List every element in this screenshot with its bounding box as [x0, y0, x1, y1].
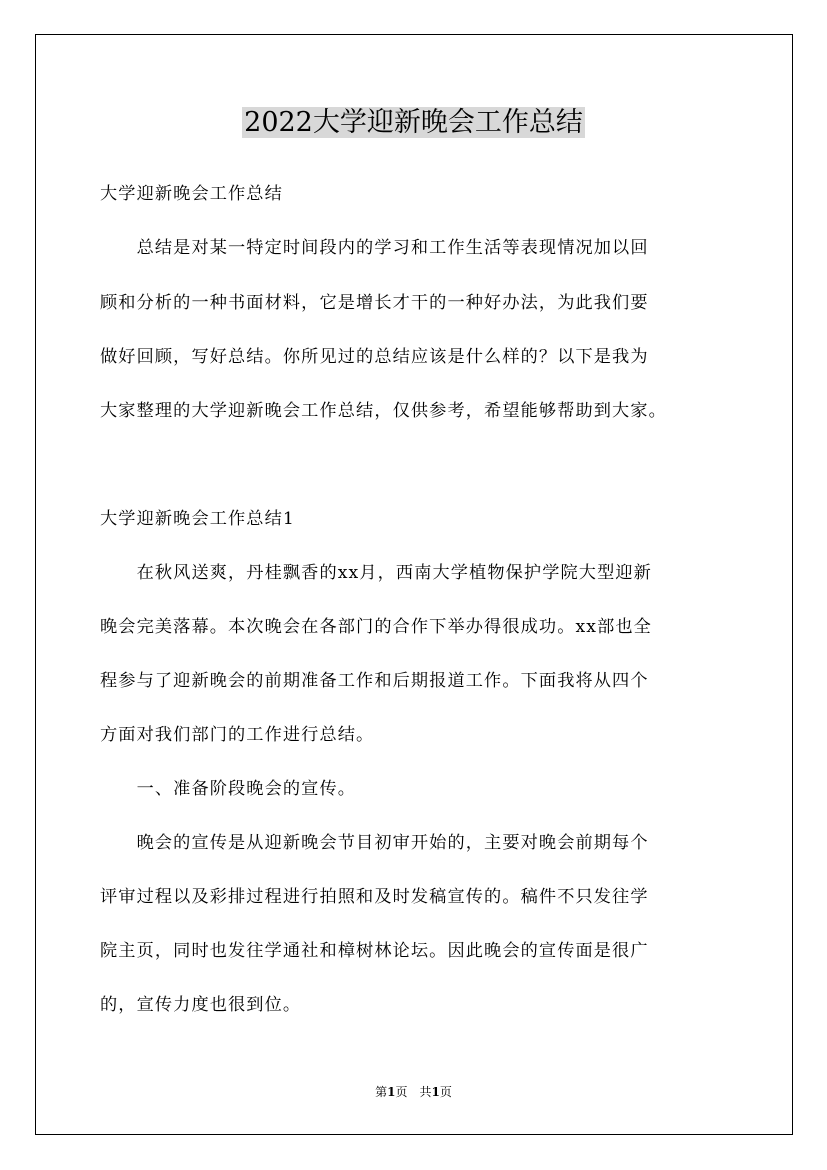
page-footer — [0, 1083, 827, 1101]
paragraph-line: 总结是对某一特定时间段内的学习和工作生活等表现情况加以回 — [100, 238, 649, 258]
paragraph-line: 顾和分析的一种书面材料，它是增长才干的一种好办法，为此我们要 — [100, 293, 649, 313]
paragraph-line: 方面对我们部门的工作进行总结。 — [100, 725, 375, 745]
subheading-line: 一、准备阶段晚会的宣传。 — [100, 779, 357, 799]
paragraph-line: 在秋风送爽，丹桂飘香的xx月，西南大学植物保护学院大型迎新 — [100, 563, 652, 583]
section-heading: 大学迎新晚会工作总结 — [100, 184, 283, 204]
paragraph-line: 评审过程以及彩排过程进行拍照和及时发稿宣传的。稿件不只发往学 — [100, 887, 649, 907]
paragraph-line: 程参与了迎新晚会的前期准备工作和后期报道工作。下面我将从四个 — [100, 671, 649, 691]
paragraph-line: 晚会的宣传是从迎新晚会节目初审开始的，主要对晚会前期每个 — [100, 833, 649, 853]
section-heading: 大学迎新晚会工作总结1 — [100, 509, 295, 529]
paragraph-line: 的，宣传力度也很到位。 — [100, 995, 302, 1015]
page-mid: 页 共 — [395, 1085, 432, 1099]
paragraph-line: 院主页，同时也发往学通社和樟树林论坛。因此晚会的宣传面是很广 — [100, 941, 649, 961]
paragraph-line: 晚会完美落幕。本次晚会在各部门的合作下举办得很成功。xx部也全 — [100, 617, 652, 637]
document-title — [0, 103, 827, 143]
page-total: 1 — [431, 1085, 440, 1099]
page-prefix: 第 — [375, 1085, 388, 1099]
paragraph-line: 大家整理的大学迎新晚会工作总结，仅供参考，希望能够帮助到大家。 — [100, 401, 667, 421]
document-title-text: 2022大学迎新晚会工作总结 — [244, 107, 583, 138]
paragraph-line: 做好回顾，写好总结。你所见过的总结应该是什么样的？以下是我为 — [100, 347, 649, 367]
page-number: 1 — [387, 1085, 396, 1099]
page-suffix: 页 — [439, 1085, 452, 1099]
